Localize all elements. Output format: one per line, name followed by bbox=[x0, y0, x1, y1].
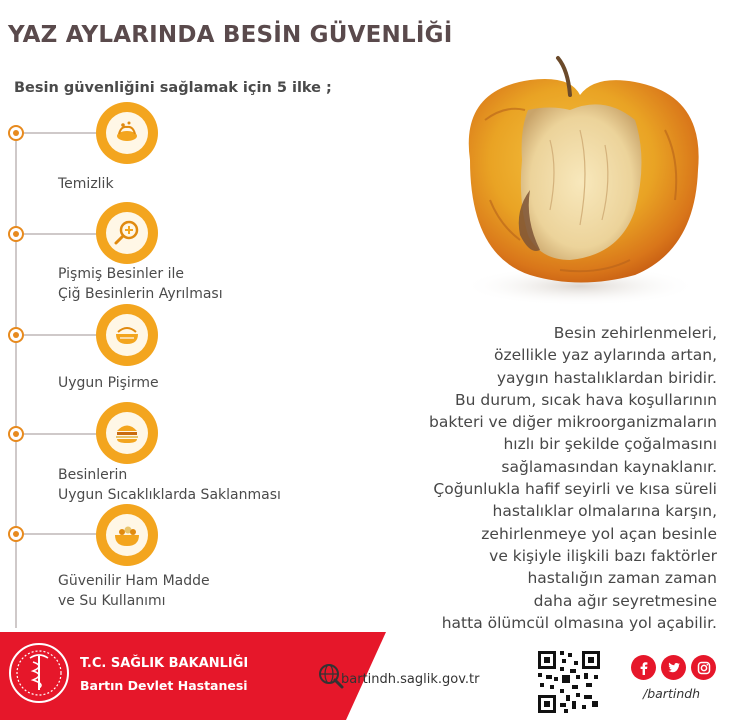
step-connector bbox=[24, 533, 98, 535]
facebook-icon[interactable] bbox=[631, 655, 656, 680]
food-bowl-icon bbox=[112, 520, 142, 550]
step-label: Besinlerin Uygun Sıcaklıklarda Saklanması bbox=[58, 467, 281, 503]
step-icon-badge bbox=[96, 402, 158, 464]
ministry-logo bbox=[8, 642, 70, 704]
body-line: yaygın hastalıklardan biridir. bbox=[496, 368, 717, 387]
page-subtitle: Besin güvenliğini sağlamak için 5 ilke ; bbox=[14, 80, 332, 96]
qr-code bbox=[536, 649, 602, 715]
body-line: Çoğunlukla hafif seyirli ve kısa süreli bbox=[433, 480, 717, 499]
body-line: ve kişiyle ilişkili bazı faktörler bbox=[489, 546, 717, 565]
step-icon-badge bbox=[96, 504, 158, 566]
step-icon-badge bbox=[96, 202, 158, 264]
body-line: hastalığın zaman zaman bbox=[527, 569, 717, 588]
social-icons bbox=[631, 655, 716, 680]
body-line: sağlamasından kaynaklanır. bbox=[501, 457, 717, 476]
website-link[interactable]: bartindh.saglik.gov.tr bbox=[341, 672, 480, 687]
hands-washing-icon bbox=[112, 118, 142, 148]
step-connector bbox=[24, 433, 98, 435]
step-dot bbox=[8, 327, 24, 343]
rotten-apple-image bbox=[430, 50, 720, 310]
step-dot bbox=[8, 125, 24, 141]
step-label: Uygun Pişirme bbox=[58, 375, 159, 391]
magnifier-icon bbox=[112, 218, 142, 248]
step-icon-badge bbox=[96, 304, 158, 366]
timeline-line bbox=[15, 128, 17, 628]
step-label: Temizlik bbox=[58, 176, 114, 192]
body-line: Besin zehirlenmeleri, bbox=[553, 324, 717, 342]
body-line: hatta ölümcül olmasına yol açabilir. bbox=[441, 613, 717, 632]
step-connector bbox=[24, 334, 98, 336]
step-dot bbox=[8, 226, 24, 242]
instagram-icon[interactable] bbox=[691, 655, 716, 680]
step-label: Pişmiş Besinler ile Çiğ Besinlerin Ayrılması bbox=[58, 266, 223, 302]
step-connector bbox=[24, 132, 98, 134]
body-line: Bu durum, sıcak hava koşullarının bbox=[455, 390, 717, 409]
body-line: bakteri ve diğer mikroorganizmaların bbox=[429, 413, 717, 432]
cooking-pot-icon bbox=[112, 320, 142, 350]
body-paragraph bbox=[347, 322, 717, 634]
step-dot bbox=[8, 526, 24, 542]
body-line: hızlı bir şekilde çoğalmasını bbox=[503, 435, 717, 454]
step-dot bbox=[8, 426, 24, 442]
burger-icon bbox=[112, 418, 142, 448]
step-icon-badge bbox=[96, 102, 158, 164]
page-title: YAZ AYLARINDA BESİN GÜVENLİĞİ bbox=[8, 22, 453, 48]
hospital-name: Bartın Devlet Hastanesi bbox=[80, 678, 248, 693]
step-connector bbox=[24, 233, 98, 235]
body-line: hastalıklar olmalarına karşın, bbox=[492, 502, 717, 521]
step-label: Güvenilir Ham Madde ve Su Kullanımı bbox=[58, 573, 210, 609]
body-line: daha ağır seyretmesine bbox=[533, 591, 717, 610]
twitter-icon[interactable] bbox=[661, 655, 686, 680]
body-line: özellikle yaz aylarında artan, bbox=[494, 346, 717, 365]
social-handle[interactable]: /bartindh bbox=[643, 686, 701, 701]
ministry-name: T.C. SAĞLIK BAKANLIĞI bbox=[80, 656, 249, 671]
body-line: zehirlenmeye yol açan besinle bbox=[481, 524, 717, 543]
